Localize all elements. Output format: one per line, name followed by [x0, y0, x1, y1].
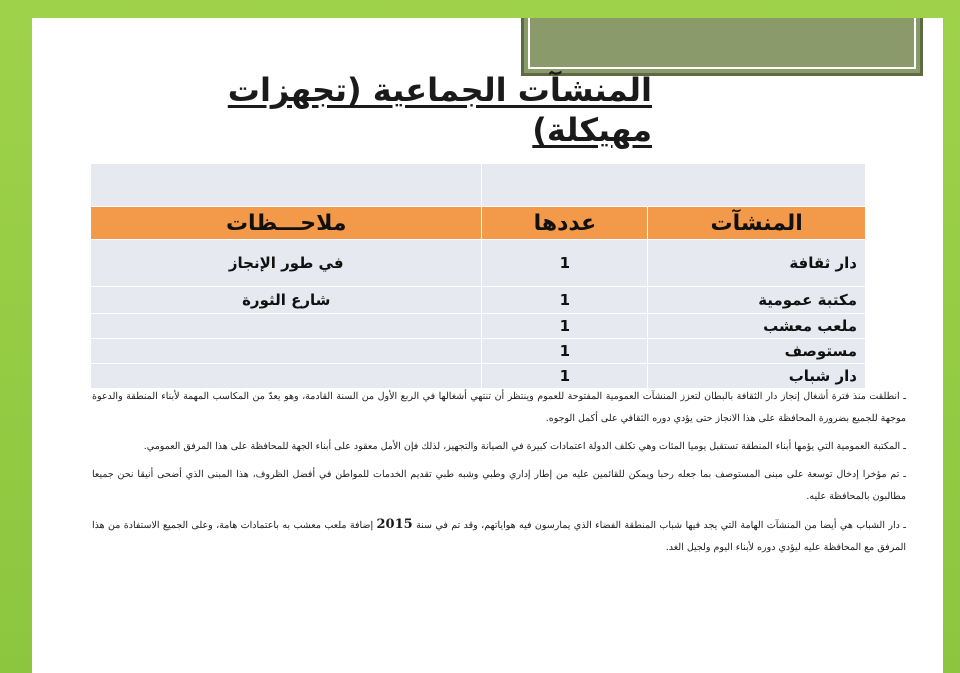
cell-note: شارع الثورة: [91, 287, 482, 314]
paragraph-dispensary: ـ تم مؤخرا إدخال توسعة على مبنى المستوصف بما جعله رحبا ويمكن للقائمين عليه من إطار إداري وطبي وشبه طبي تقديم الخدمات للمواطن في أفضل الظروف، هذا المبنى الذي أضحى أنيقا نحن جميعا مطالبون بالمحافظة عليه.: [92, 469, 906, 502]
blank-cell: [482, 164, 866, 207]
cell-count: 1: [482, 287, 648, 314]
description-text: [92, 386, 906, 565]
cell-facility: دار ثقافة: [648, 240, 866, 287]
cell-facility: مستوصف: [648, 339, 866, 364]
year-value: 2015: [376, 517, 413, 532]
cell-note: [91, 339, 482, 364]
page-title: المنشآت الجماعية (تجهزات مهيكلة): [227, 71, 652, 149]
table-header-row: [91, 207, 866, 240]
header-notes: ملاحـــظات: [91, 207, 482, 240]
cell-note: [91, 364, 482, 389]
paragraph-text: إضافة ملعب معشب به باعتمادات هامة، وعلى الجميع الاستفادة من هذا المرفق مع المحافظة عليه ليؤدي دوره لأبناء اليوم ولجيل الغد.: [92, 520, 906, 553]
cell-facility: مكتبة عمومية: [648, 287, 866, 314]
paragraph-text: ـ دار الشباب هي أيضا من المنشآت الهامة التي يجد فيها شباب المنطقة الفضاء الذي يمارسون فيه هواياتهم، وقد تم في سنة: [416, 520, 906, 531]
cell-count: 1: [482, 240, 648, 287]
table-row: [91, 314, 866, 339]
table-row: [91, 364, 866, 389]
slide: [32, 18, 943, 673]
cell-count: 1: [482, 339, 648, 364]
cell-count: 1: [482, 314, 648, 339]
facilities-table: [90, 163, 866, 389]
decorative-title-box: [521, 18, 923, 76]
cell-note: [91, 314, 482, 339]
cell-note: في طور الإنجاز: [91, 240, 482, 287]
cell-facility: دار شباب: [648, 364, 866, 389]
cell-facility: ملعب معشب: [648, 314, 866, 339]
header-count: عددها: [482, 207, 648, 240]
table-blank-row: [91, 164, 866, 207]
header-facilities: المنشآت: [648, 207, 866, 240]
blank-cell: [91, 164, 482, 207]
table-row: [91, 240, 866, 287]
paragraph-culture-house: ـ انطلقت منذ فترة أشغال إنجاز دار الثقافة بالبطان لتعزز المنشآت العمومية المفتوحة للعموم وينتظر أن تنتهي أشغالها في الربع الأول من السنة القادمة، وهو يعدّ من المكاسب المهمة لأبناء المنطقة والدعوة موجهة للجميع بضرورة المحافظة على هذا الانجاز حتى يؤدي دوره الثقافي على أكمل الوجوه.: [92, 391, 906, 424]
cell-count: 1: [482, 364, 648, 389]
table-row: [91, 339, 866, 364]
table-row: [91, 287, 866, 314]
paragraph-youth-house: [92, 514, 906, 559]
paragraph-public-library: ـ المكتبة العمومية التي يؤمها أبناء المنطقة تستقبل يوميا المئات وهي تكلف الدولة اعتمادات كبيرة في الصيانة والتجهيز، لذلك فإن الأمل معقود على أبناء الجهة للمحافظة على هذا المرفق العمومي.: [143, 441, 906, 452]
